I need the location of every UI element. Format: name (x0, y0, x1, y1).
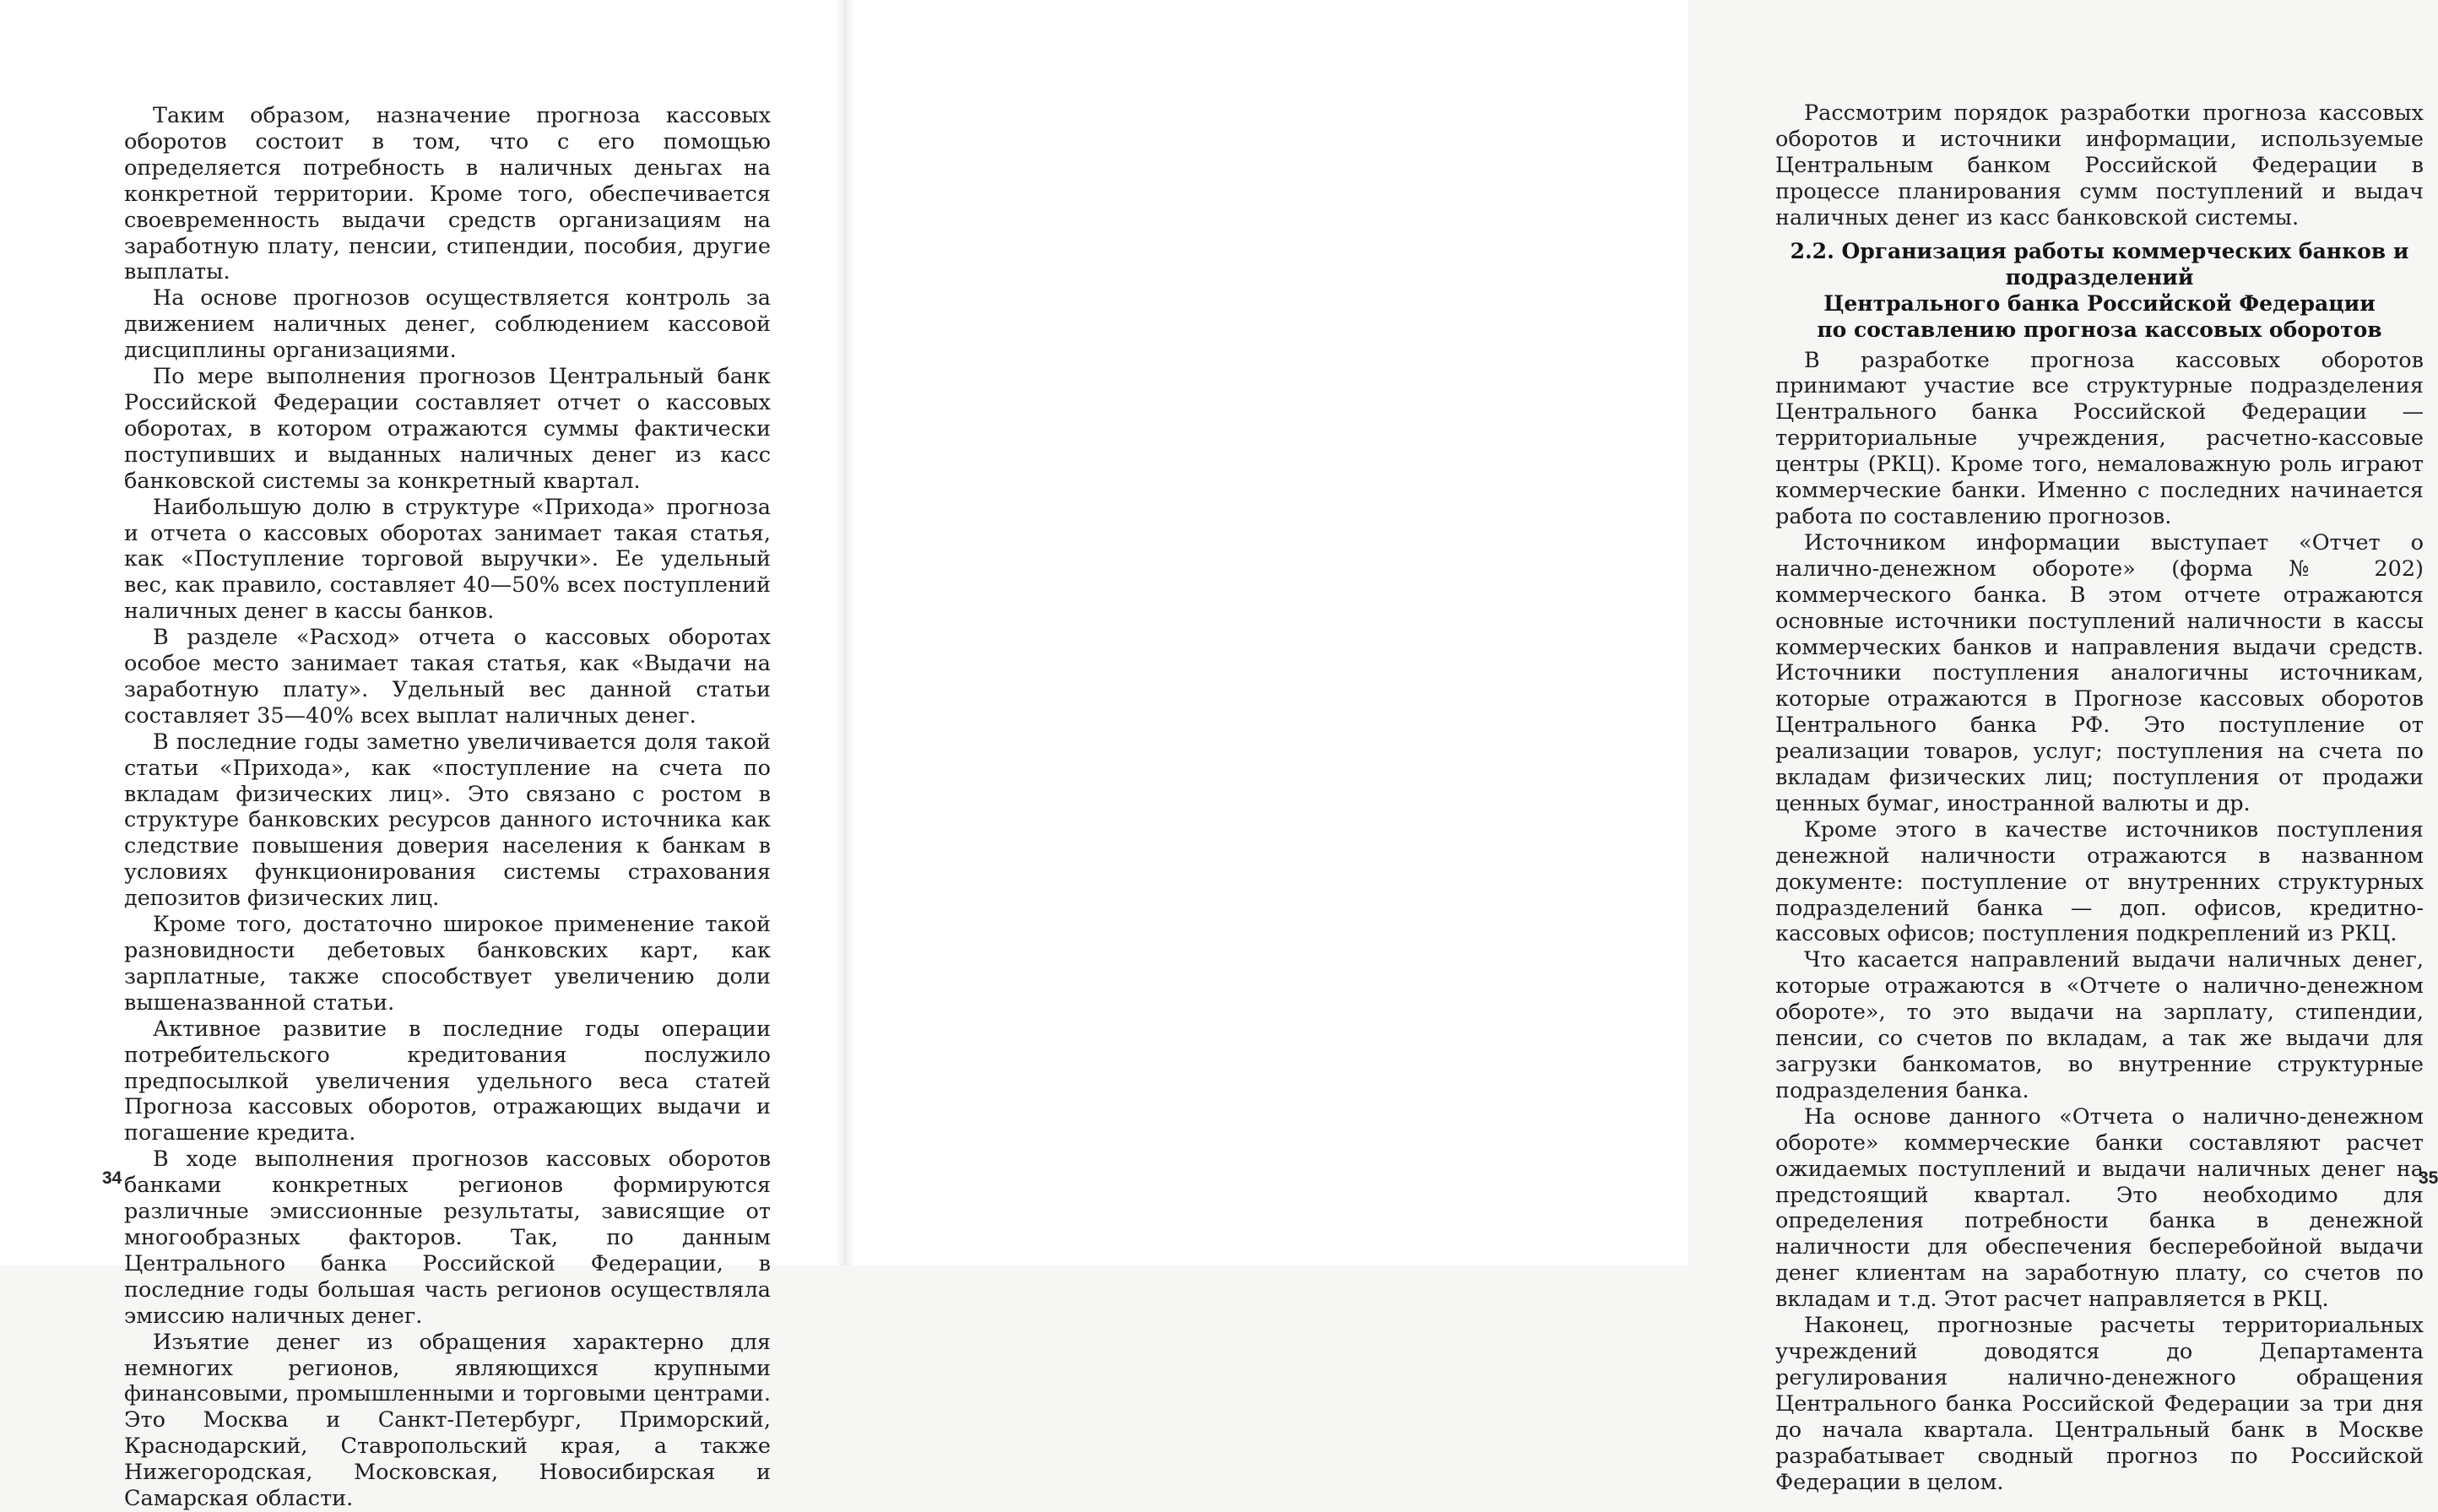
right-page-text (1775, 100, 2424, 1495)
page-number-left: 34 (102, 1168, 122, 1188)
left-page-text (124, 103, 771, 1512)
paragraph: Наибольшую долю в структуре «Прихода» прогноза и отчета о кассовых оборотах занимает такая статья, как «Поступление торговой выручки». Ее удельный вес, как правило, составляет 40—50% всех поступлений наличных денег в кассы банков. (124, 494, 771, 625)
paragraph: Что касается направлений выдачи наличных денег, которые отражаются в «Отчете о налично-денежном обороте», то это выдачи на зарплату, стипендии, пенсии, со счетов по вкладам, а так же выдачи для загрузки банкоматов, во внутренние структурные подразделения банка. (1775, 947, 2424, 1103)
paragraph: Таким образом, назначение прогноза кассовых оборотов состоит в том, что с его помощью определяется потребность в наличных деньгах на конкретной территории. Кроме того, обеспечивается своевременность выдачи средств организациям на заработную плату, пенсии, стипендии, пособия, другие выплаты. (124, 103, 771, 285)
paragraph: В разработке прогноза кассовых оборотов принимают участие все структурные подразделения Центрального банка Российской Федерации — территориальные учреждения, расчетно-кассовые центры (РКЦ). Кроме того, немаловажную роль играют коммерческие банки. Именно с последних начинается работа по составлению прогнозов. (1775, 347, 2424, 529)
section-heading-line: 2.2. Организация работы коммерческих банков и подразделений (1790, 238, 2409, 290)
section-heading-line: Центрального банка Российской Федерации (1823, 290, 2376, 316)
paragraph: Изъятие денег из обращения характерно для немногих регионов, являющихся крупными финансовыми, промышленными и торговыми центрами. Это Москва и Санкт-Петербург, Приморский, Краснодарский, Ставропольский края, а также Нижегородская, Московская, Новосибирская и Самарская области. (124, 1329, 771, 1512)
paragraph: Кроме того, достаточно широкое применение такой разновидности дебетовых банковских карт, как зарплатные, также способствует увеличению доли вышеназванной статьи. (124, 912, 771, 1016)
left-page (0, 0, 842, 1512)
section-heading (1775, 238, 2424, 343)
paragraph: Активное развитие в последние годы операции потребительского кредитования послужило предпосылкой увеличения удельного веса статей Прогноза кассовых оборотов, отражающих выдачи и погашение кредита. (124, 1016, 771, 1146)
section-heading-line: по составлению прогноза кассовых оборотов (1817, 317, 2382, 342)
paragraph: В разделе «Расход» отчета о кассовых оборотах особое место занимает такая статья, как «Выдачи на заработную плату». Удельный вес данной статьи составляет 35—40% всех выплат наличных денег. (124, 625, 771, 729)
paragraph: На основе прогнозов осуществляется контроль за движением наличных денег, соблюдением кассовой дисциплины организациями. (124, 285, 771, 364)
paragraph: Кроме этого в качестве источников поступления денежной наличности отражаются в названном документе: поступление от внутренних структурных подразделений банка — доп. офисов, кредитно-кассовых офисов; поступления подкреплений из РКЦ. (1775, 816, 2424, 947)
paragraph: В последние годы заметно увеличивается доля такой статьи «Прихода», как «поступление на счета по вкладам физических лиц». Это связано с ростом в структуре банковских ресурсов данного источника как следствие повышения доверия населения к банкам в условиях функционирования системы страхования депозитов физических лиц. (124, 729, 771, 912)
paragraph: На основе данного «Отчета о налично-денежном обороте» коммерческие банки составляют расчет ожидаемых поступлений и выдачи наличных денег на предстоящий квартал. Это необходимо для определения потребности банка в денежной наличности для обеспечения бесперебойной выдачи денег клиентам на заработную плату, со счетов по вкладам и т.д. Этот расчет направляется в РКЦ. (1775, 1103, 2424, 1313)
paragraph: По мере выполнения прогнозов Центральный банк Российской Федерации составляет отчет о кассовых оборотах, в котором отражаются суммы фактически поступивших и выданных наличных денег из касс банковской системы за конкретный квартал. (124, 364, 771, 494)
paragraph: Источником информации выступает «Отчет о налично-денежном обороте» (форма № 202) коммерческого банка. В этом отчете отражаются основные источники поступлений наличности в кассы коммерческих банков и направления выдачи средств. Источники поступления аналогичны источникам, которые отражаются в Прогнозе кассовых оборотов Центрального банка РФ. Это поступление от реализации товаров, услуг; поступления на счета по вкладам физических лиц; поступления от продажи ценных бумаг, иностранной валюты и др. (1775, 529, 2424, 816)
paragraph: В ходе выполнения прогнозов кассовых оборотов банками конкретных регионов формируются различные эмиссионные результаты, зависящие от многообразных факторов. Так, по данным Центрального банка Российской Федерации, в последние годы большая часть регионов осуществляла эмиссию наличных денег. (124, 1146, 771, 1329)
intro-paragraph: Рассмотрим порядок разработки прогноза кассовых оборотов и источники информации, используемые Центральным банком Российской Федерации в процессе планирования сумм поступлений и выдач наличных денег из касс банковской системы. (1775, 100, 2424, 230)
paragraph: Наконец, прогнозные расчеты территориальных учреждений доводятся до Департамента регулирования налично-денежного обращения Центрального банка Российской Федерации за три дня до начала квартала. Центральный банк в Москве разрабатывает сводный прогноз по Российской Федерации в целом. (1775, 1313, 2424, 1495)
page-number-right: 35 (2419, 1168, 2438, 1188)
right-page (846, 0, 2438, 1495)
book-gutter (836, 0, 854, 1265)
